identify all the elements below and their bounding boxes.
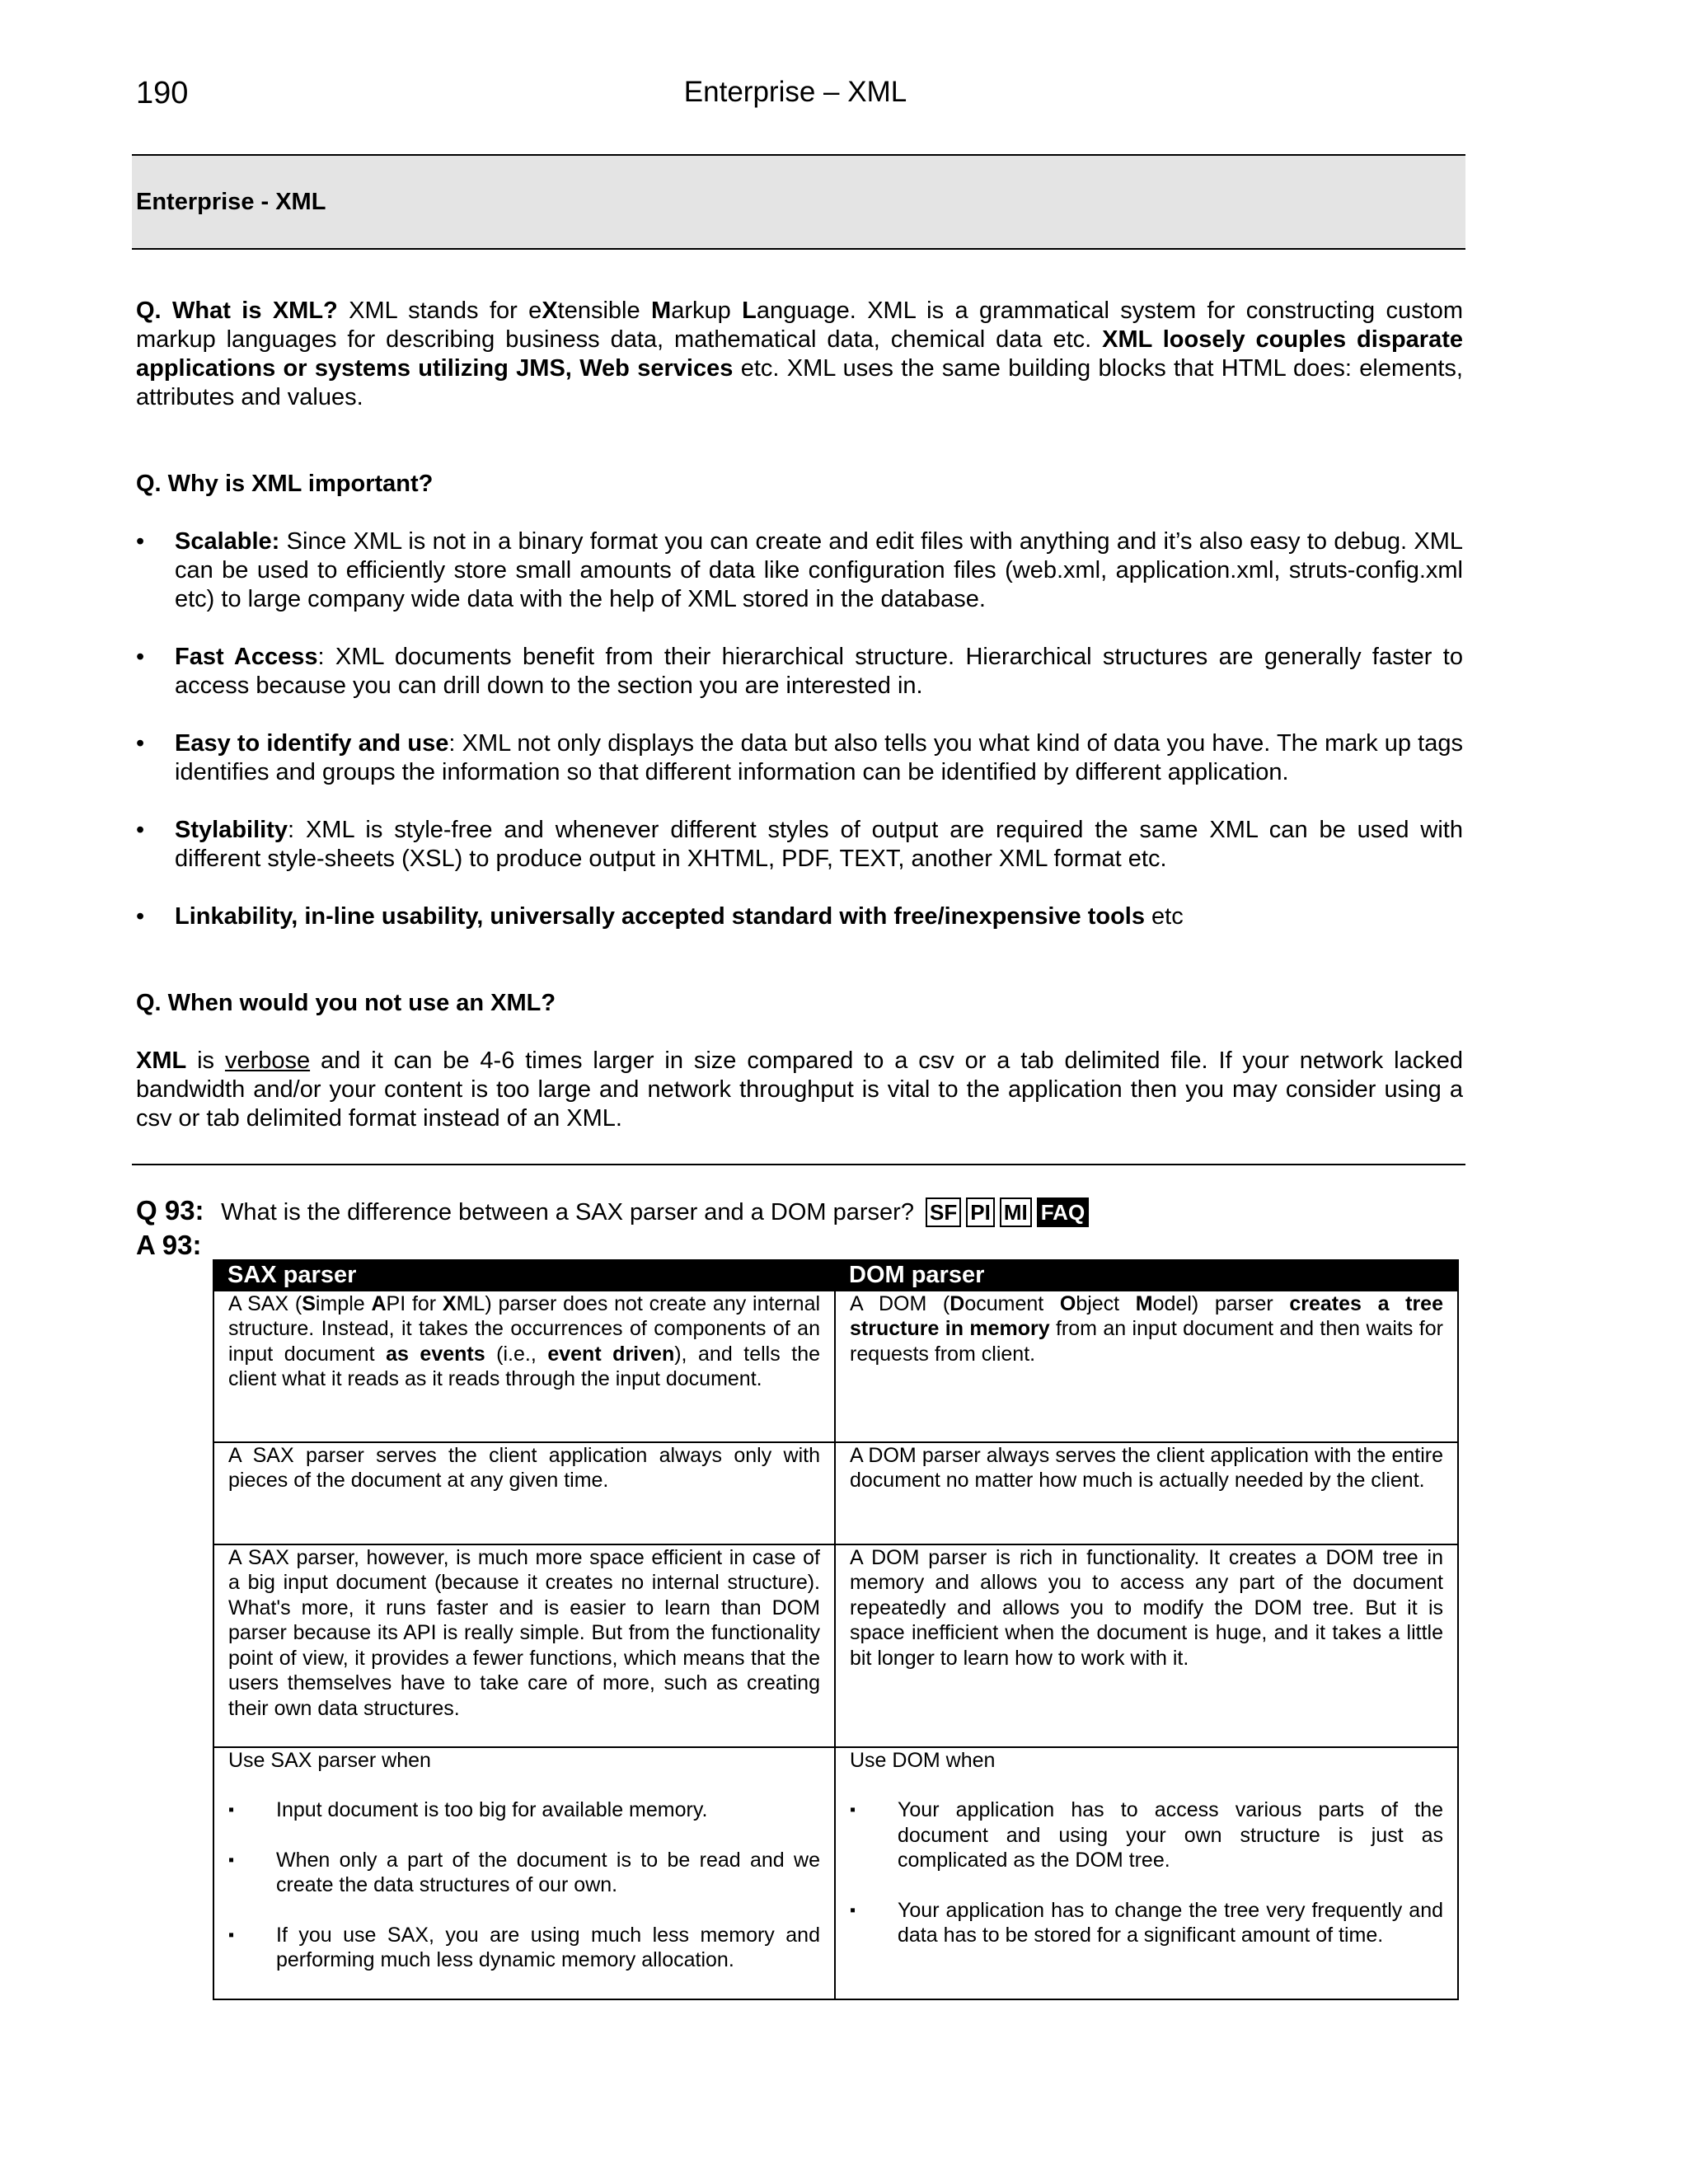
bullet-icon: • bbox=[136, 730, 145, 757]
question-label: Q 93: bbox=[136, 1195, 204, 1226]
table-row bbox=[213, 1291, 1458, 1442]
table-cell: A DOM parser always serves the client application with the entire document no matter how much is actually needed by the client. bbox=[835, 1442, 1458, 1544]
list-item: • Linkability, in-line usability, universally accepted standard with free/inexpensive tools etc bbox=[136, 903, 1184, 930]
page-number: 190 bbox=[136, 76, 189, 110]
list-item: • Fast Access: XML documents benefit from their hierarchical structure. Hierarchical structures are generally faster to access because you can drill down to the section you are interested in. bbox=[136, 644, 1463, 699]
tag-pi: PI bbox=[966, 1197, 995, 1227]
table-cell: A DOM (Document Object Model) parser creates a tree structure in memory from an input document and then waits for requests from client. bbox=[835, 1291, 1458, 1442]
table-cell bbox=[835, 1747, 1458, 1999]
table-cell: A SAX (Simple API for XML) parser does not create any internal structure. Instead, it takes the occurrences of components of an input document as events (i.e., event driven), and tells the client what it reads as it reads through the input document. bbox=[213, 1291, 835, 1442]
sax-dom-comparison-table bbox=[213, 1259, 1459, 2000]
question-title: Q. What is XML? bbox=[136, 298, 338, 324]
table-row bbox=[213, 1442, 1458, 1544]
square-bullet-icon: ▪ bbox=[850, 1801, 856, 1819]
table-cell: A SAX parser serves the client application always only with pieces of the document at any given time. bbox=[213, 1442, 835, 1544]
square-bullet-icon: ▪ bbox=[228, 1801, 235, 1819]
column-header-dom: DOM parser bbox=[835, 1260, 1458, 1291]
list-item: ▪ Your application has to change the tree very frequently and data has to be stored for a significant amount of time. bbox=[850, 1898, 1443, 1947]
bullet-icon: • bbox=[136, 644, 145, 670]
table-cell: A DOM parser is rich in functionality. It creates a DOM tree in memory and allows you to access any part of the document repeatedly and allows you to modify the DOM tree. But it is space inefficient when the document is huge, and it takes a little bit longer to learn how to work with it. bbox=[835, 1544, 1458, 1747]
what-is-xml-paragraph: Q. What is XML? XML stands for eXtensible Markup Language. XML is a grammatical system for constructing custom markup languages for describing business data, mathematical data, chemical data etc. XML loosely couples disparate applications or systems utilizing JMS, Web services etc. XML uses the same building blocks that HTML does: elements, attributes and values. bbox=[136, 298, 1463, 410]
use-dom-list bbox=[850, 1797, 1443, 1948]
list-item: ▪ Input document is too big for available memory. bbox=[228, 1798, 708, 1821]
list-item: ▪ Your application has to access various parts of the document and using your own structure is just as complicated as the DOM tree. bbox=[850, 1798, 1443, 1872]
answer-label: A 93: bbox=[136, 1230, 202, 1260]
tag-mi: MI bbox=[1000, 1197, 1032, 1227]
running-title: Enterprise – XML bbox=[683, 76, 907, 108]
when-not-use-xml-title: Q. When would you not use an XML? bbox=[136, 990, 556, 1016]
bullet-icon: • bbox=[136, 817, 145, 843]
use-dom-intro: Use DOM when bbox=[850, 1748, 996, 1772]
chapter-title: Enterprise - XML bbox=[136, 189, 326, 215]
square-bullet-icon: ▪ bbox=[228, 1925, 235, 1944]
list-item: • Stylability: XML is style-free and whenever different styles of output are required the same XML can be used with different style-sheets (XSL) to produce output in XHTML, PDF, TEXT, another XML format etc. bbox=[136, 817, 1463, 872]
list-item: ▪ If you use SAX, you are using much less memory and performing much less dynamic memory allocation. bbox=[228, 1923, 820, 1971]
square-bullet-icon: ▪ bbox=[228, 1850, 235, 1869]
page-header bbox=[0, 0, 1688, 124]
table-row bbox=[213, 1747, 1458, 1999]
why-xml-important-title: Q. Why is XML important? bbox=[136, 471, 434, 497]
chapter-band bbox=[132, 154, 1465, 250]
when-not-use-xml-paragraph: XML is verbose and it can be 4-6 times larger in size compared to a csv or a tab delimited file. If your network lacked bandwidth and/or your content is too large and network throughput is vital to the application then you may consider using a csv or tab delimited format instead of an XML. bbox=[136, 1047, 1463, 1132]
table-cell bbox=[213, 1747, 835, 1999]
table-cell: A SAX parser, however, is much more space efficient in case of a big input document (because it creates no internal structure). What's more, it runs faster and is easier to learn than DOM parser because its API is really simple. But from the functionality point of view, it provides a fewer functions, which means that the users themselves have to take care of more, such as creating their own data structures. bbox=[213, 1544, 835, 1747]
why-xml-bullet-list bbox=[136, 527, 1463, 931]
question-93 bbox=[136, 1195, 1089, 1227]
bullet-icon: • bbox=[136, 528, 145, 555]
table-row bbox=[213, 1544, 1458, 1747]
column-header-sax: SAX parser bbox=[213, 1260, 835, 1291]
square-bullet-icon: ▪ bbox=[850, 1900, 856, 1919]
bullet-icon: • bbox=[136, 903, 145, 930]
question-text: What is the difference between a SAX parser and a DOM parser? bbox=[221, 1199, 914, 1226]
tag-faq: FAQ bbox=[1037, 1197, 1089, 1227]
tag-sf: SF bbox=[926, 1197, 961, 1227]
use-sax-list bbox=[228, 1797, 820, 1973]
body-content bbox=[136, 297, 1463, 1133]
list-item: • Scalable: Since XML is not in a binary format you can create and edit files with anything and it’s also easy to debug. XML can be used to efficiently store small amounts of data like configuration files (web.xml, application.xml, struts-config.xml etc) to large company wide data with the help of XML stored in the database. bbox=[136, 528, 1463, 612]
use-sax-intro: Use SAX parser when bbox=[228, 1748, 431, 1772]
section-divider bbox=[132, 1164, 1465, 1165]
list-item: • Easy to identify and use: XML not only displays the data but also tells you what kind of data you have. The mark up tags identifies and groups the information so that different information can be identified by different application. bbox=[136, 730, 1463, 785]
list-item: ▪ When only a part of the document is to be read and we create the data structures of our own. bbox=[228, 1848, 820, 1896]
table-header-row bbox=[213, 1260, 1458, 1291]
